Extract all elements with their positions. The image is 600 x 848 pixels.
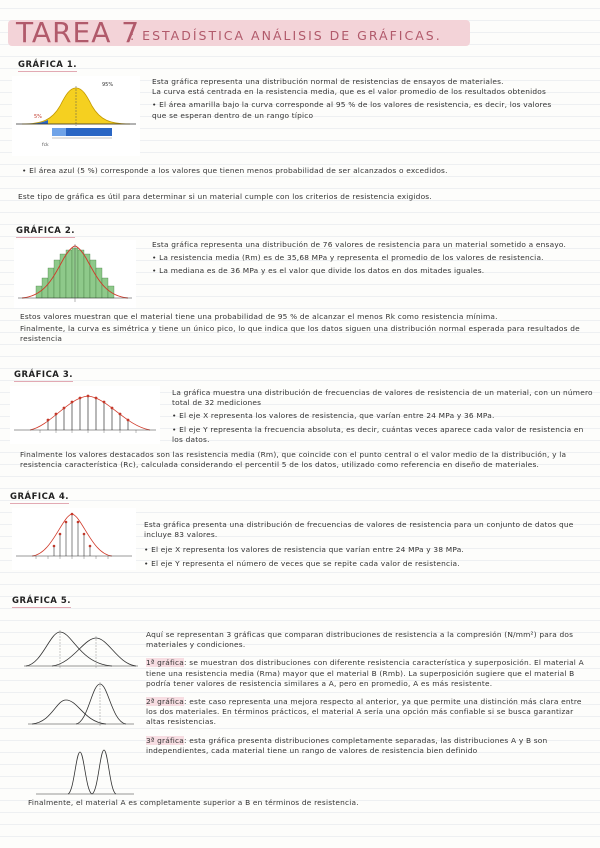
g1-para-2: La curva está centrada en la resistencia media, que es el valor promedio de los resultados obtenidos	[152, 87, 547, 97]
g1-pct-right: 95%	[102, 82, 114, 88]
g3-bullet-1: • El eje X representa los valores de resistencia, que varían entre 24 MPa y 36 MPa.	[172, 411, 594, 421]
g4-para-1: Esta gráfica presenta una distribución de frecuencias de valores de resistencia para un conjunto de datos que incluye 83 valores.	[144, 520, 574, 540]
g1-bullet-2: • El área azul (5 %) corresponde a los valores que tienen menos probabilidad de ser alcanzados o excedidos.	[22, 166, 582, 176]
section-heading-2: GRÁFICA 2.	[16, 226, 75, 236]
g1-axis: fck	[42, 143, 49, 148]
g5-graph3-text: : esta gráfica presenta distribuciones completamente separadas, las distribuciones A y B son independientes, cada material tiene un rango de valores de resistencia bien definido	[146, 735, 548, 755]
figure-5c-separated	[30, 744, 140, 804]
g5-graph1-label: 1ª gráfica	[146, 658, 185, 668]
page-subtitle: : ESTADÍSTICA ANÁLISIS DE GRÁFICAS.	[130, 28, 442, 43]
g1-para-1: Esta gráfica representa una distribución normal de resistencias de ensayos de materiales.	[152, 77, 504, 86]
figure-2-histogram	[14, 240, 136, 308]
g5-para-1: Aquí se representan 3 gráficas que comparan distribuciones de resistencia a la compresión (N/mm²) para dos materiales y condiciones.	[146, 630, 574, 650]
g2-para-1: Esta gráfica representa una distribución de 76 valores de resistencia para un material sometido a ensayo.	[152, 240, 567, 249]
section-heading-5: GRÁFICA 5.	[12, 596, 71, 606]
g2-bullet-1: • La resistencia media (Rm) es de 35,68 MPa y representa el promedio de los valores de resistencia.	[152, 253, 582, 263]
g5-graph2-label: 2ª gráfica	[146, 697, 185, 707]
g2-para-3: Finalmente, la curva es simétrica y tiene un único pico, lo que indica que los datos siguen una distribución normal esperada para resultados de resistencia	[20, 324, 580, 344]
g2-bullet-2: • La mediana es de 36 MPa y es el valor que divide los datos en dos mitades iguales.	[152, 266, 582, 276]
g3-para-1: La gráfica muestra una distribución de frecuencias de valores de resistencia de un material, con un número total de 32 mediciones	[172, 388, 593, 408]
g3-bullet-2: • El eje Y representa la frecuencia absoluta, es decir, cuántas veces aparece cada valor de resistencia en los datos.	[172, 425, 594, 445]
page-title: TAREA 7	[16, 16, 141, 49]
g1-pct-left: 5%	[34, 114, 42, 120]
g4-bullet-2: • El eje Y representa el número de veces que se repite cada valor de resistencia.	[144, 559, 592, 569]
section-heading-1: GRÁFICA 1.	[18, 60, 77, 70]
g1-text-block	[152, 77, 552, 121]
g5-text-block	[146, 630, 586, 756]
section-heading-4: GRÁFICA 4.	[10, 492, 69, 502]
g5-graph2-text: : este caso representa una mejora respecto al anterior, ya que permite una distinción más clara entre los dos materiales. En términos prácticos, el material A sería una opción más confiable si se busca garantizar altas resistencias.	[146, 697, 582, 727]
g4-text-block	[144, 520, 592, 569]
section-heading-3: GRÁFICA 3.	[14, 370, 73, 380]
figure-5a-overlapping	[22, 622, 140, 674]
figure-5b-partial	[22, 678, 140, 732]
g5-graph3-label: 3ª gráfica	[146, 735, 185, 745]
figure-1-normal-curve	[12, 76, 140, 156]
g2-para-2: Estos valores muestran que el material tiene una probabilidad de 95 % de alcanzar el menos Rk como resistencia mínima.	[20, 312, 498, 321]
g5-para-5: Finalmente, el material A es completamente superior a B en términos de resistencia.	[28, 798, 359, 807]
g4-bullet-1: • El eje X representa los valores de resistencia que varían entre 24 MPa y 38 MPa.	[144, 545, 592, 555]
figure-4-frequency-chart	[12, 508, 136, 570]
g2-text-block	[152, 240, 582, 277]
g1-bullet-1: • El área amarilla bajo la curva corresponde al 95 % de los valores de resistencia, es decir, los valores que se esperan dentro de un rango típico	[152, 100, 552, 120]
g5-graph1-text: : se muestran dos distribuciones con diferente resistencia característica y superposición. El material A tiene una resistencia media (Rma) mayor que el material B (Rmb). La superposición sugiere que el material B podría tener valores de resistencia similares a A, pero en promedio, A es más resistente.	[146, 658, 584, 688]
g2-text-block-2	[20, 312, 585, 345]
g1-para-3: Este tipo de gráfica es útil para determinar si un material cumple con los criterios de resistencia exigidos.	[18, 192, 432, 201]
figure-3-frequency-chart	[10, 386, 160, 444]
g3-para-2: Finalmente los valores destacados son las resistencia media (Rm), que coincide con el punto central o el valor medio de la distribución, y la resistencia característica (Rc), calculada considerando el percentil 5 de los datos, utilizado como referencia en diseño de materiales.	[20, 450, 567, 470]
g3-text-block	[172, 388, 594, 445]
